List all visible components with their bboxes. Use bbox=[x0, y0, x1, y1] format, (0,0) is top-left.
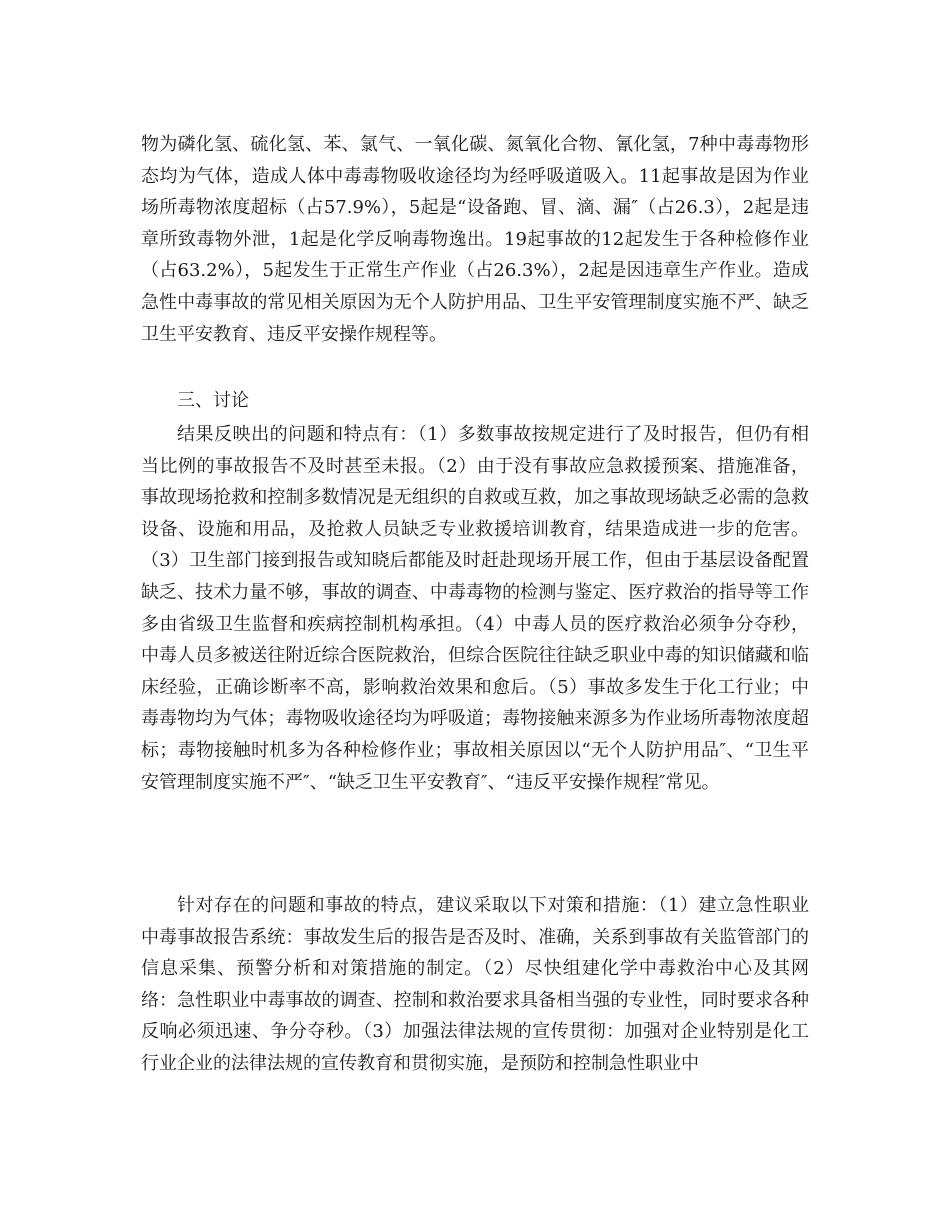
section-heading-block bbox=[141, 385, 809, 417]
measures-paragraph-block bbox=[141, 890, 809, 1080]
measures-paragraph: 针对存在的问题和事故的特点，建议采取以下对策和措施：（1）建立急性职业中毒事故报告系统：事故发生后的报告是否及时、准确，关系到事故有关监管部门的信息采集、预警分析和对策措施的制定。（2）尽快组建化学中毒救治中心及其网络：急性职业中毒事故的调查、控制和救治要求具备相当强的专业性，同时要求各种反响必须迅速、争分夺秒。（3）加强法律法规的宣传贯彻：加强对企业特别是化工行业企业的法律法规的宣传教育和贯彻实施，是预防和控制急性职业中 bbox=[141, 895, 809, 1074]
section-heading: 三、讨论 bbox=[177, 390, 249, 411]
continued-paragraph: 物为磷化氢、硫化氢、苯、氯气、一氧化碳、氮氧化合物、氰化氢，7种中毒毒物形态均为气体，造成人体中毒毒物吸收途径均为经呼吸道吸入。11起事故是因为作业场所毒物浓度超标（占57.9%），5起是“设备跑、冒、滴、漏″（占26.3），2起是违章所致毒物外泄，1起是化学反响毒物逸出。19起事故的12起发生于各种检修作业（占63.2%），5起发生于正常生产作业（占26.3%），2起是因违章生产作业。造成急性中毒事故的常见相关原因为无个人防护用品、卫生平安管理制度实施不严、缺乏卫生平安教育、违反平安操作规程等。 bbox=[141, 134, 809, 345]
continued-paragraph-block bbox=[141, 129, 809, 350]
discussion-paragraph-block bbox=[141, 419, 809, 798]
discussion-paragraph: 结果反映出的问题和特点有：（1）多数事故按规定进行了及时报告，但仍有相当比例的事故报告不及时甚至未报。（2）由于没有事故应急救援预案、措施准备，事故现场抢救和控制多数情况是无组织的自救或互救，加之事故现场缺乏必需的急救设备、设施和用品，及抢救人员缺乏专业救援培训教育，结果造成进一步的危害。（3）卫生部门接到报告或知晓后都能及时赶赴现场开展工作，但由于基层设备配置缺乏、技术力量不够，事故的调查、中毒毒物的检测与鉴定、医疗救治的指导等工作多由省级卫生监督和疾病控制机构承担。（4）中毒人员的医疗救治必须争分夺秒，中毒人员多被送往附近综合医院救治，但综合医院往往缺乏职业中毒的知识储藏和临床经验，正确诊断率不高，影响救治效果和愈后。（5）事故多发生于化工行业；中毒毒物均为气体；毒物吸收途径均为呼吸道；毒物接触来源多为作业场所毒物浓度超标；毒物接触时机多为各种检修作业；事故相关原因以“无个人防护用品″、“卫生平安管理制度实施不严″、“缺乏卫生平安教育″、“违反平安操作规程″常见。 bbox=[141, 424, 809, 793]
